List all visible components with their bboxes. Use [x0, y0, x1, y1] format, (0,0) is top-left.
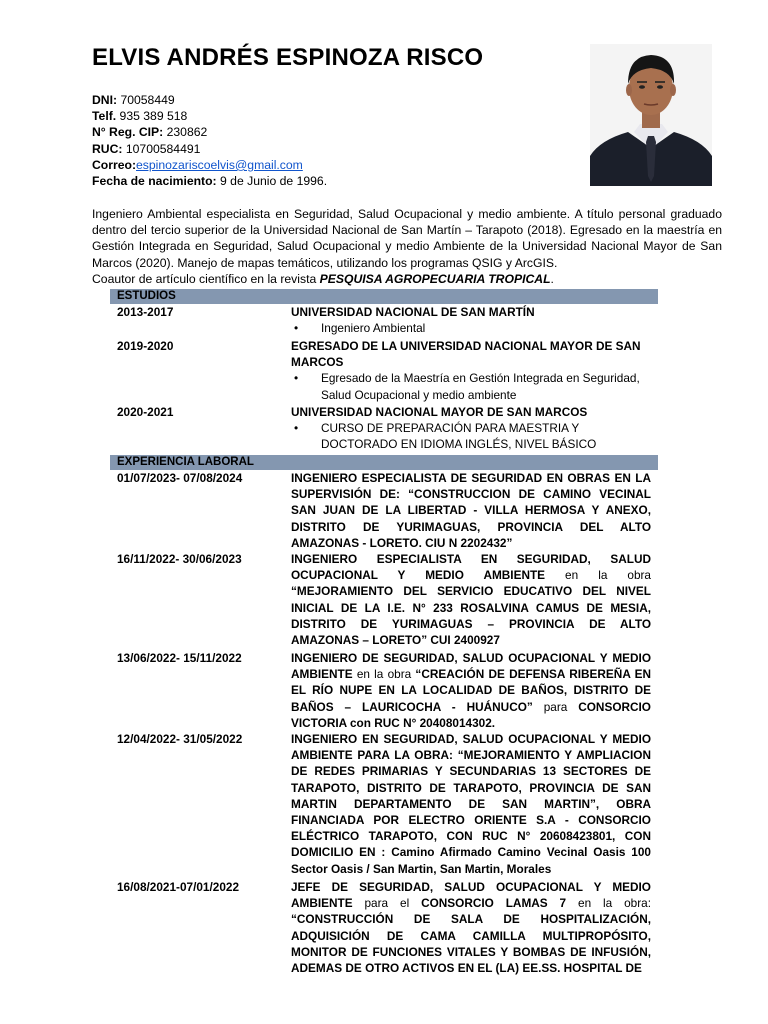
experience-project: “CREACIÓN DE DEFENSA RIBEREÑA EN EL RÍO NUPE EN LA LOCALIDAD DE BAÑOS, DISTRITO DE BAÑOS – LAURICOCHA - HUÁNUCO”	[291, 667, 652, 714]
summary-text: Ingeniero Ambiental especialista en Seguridad, Salud Ocupacional y medio ambiente. A título personal graduado dentro del tercio superior de la Universidad Nacional de San Martín – Tarapoto (2018). Egresado en la maestría en Gestión Integrada en Seguridad, Salud Ocupacional y medio Ambiente de la Universidad Nacional Mayor de San Marcos (2020). Manejo de mapas temáticos, utilizando los programas QSIG y ArcGIS.	[92, 207, 722, 270]
experience-client: CONSORCIO LAMAS 7	[421, 896, 567, 911]
experience-entry	[110, 551, 658, 648]
birthdate-value: 9 de Junio de 1996.	[216, 174, 328, 189]
estudio-body	[291, 338, 651, 403]
experience-description: INGENIERO ESPECIALISTA DE SEGURIDAD EN OBRAS EN LA SUPERVISIÓN DE: “CONSTRUCCION DE CAMINO VECINAL SAN JUAN DE LA LIBERTAD - VILLA HERMOSA Y ANEXO, DISTRITO DE YURIMAGUAS, PROVINCIA DEL ALTO AMAZONAS - LORETO. CIU N 2202432”	[291, 471, 651, 550]
estudio-entry	[110, 304, 658, 338]
birthdate-label: Fecha de nacimiento:	[92, 174, 217, 189]
estudio-title: EGRESADO DE LA UNIVERSIDAD NACIONAL MAYOR DE SAN MARCOS	[291, 339, 641, 370]
experience-role: INGENIERO ESPECIALISTA EN SEGURIDAD, SALUD OCUPACIONAL Y MEDIO AMBIENTE	[291, 552, 651, 583]
professional-summary	[92, 206, 722, 287]
estudio-entry	[110, 404, 658, 454]
estudio-bullet: • Egresado de la Maestría en Gestión Integrada en Seguridad, Salud Ocupacional y medio ambiente	[291, 370, 651, 402]
estudio-bullet: • Ingeniero Ambiental	[291, 320, 651, 336]
experience-project: “MEJORAMIENTO DEL SERVICIO EDUCATIVO DEL NIVEL INICIAL DE LA I.E. N° 233 ROSALVINA CAMUS DE MESIA, DISTRITO DE YURIMAGUAS – PROVINCIA DE ALTO AMAZONAS – LORETO” CUI 2400927	[291, 584, 651, 648]
experience-date: 16/08/2021-07/01/2022	[117, 880, 240, 894]
email-row	[92, 157, 327, 173]
estudio-date: 2019-2020	[117, 339, 174, 353]
cip-value: 230862	[163, 125, 208, 140]
experience-date: 01/07/2023- 07/08/2024	[117, 471, 243, 485]
phone-label: Telf.	[92, 109, 117, 124]
applicant-name: ELVIS ANDRÉS ESPINOZA RISCO	[92, 44, 484, 71]
experience-description: INGENIERO EN SEGURIDAD, SALUD OCUPACIONAL Y MEDIO AMBIENTE PARA LA OBRA: “MEJORAMIENTO Y AMPLIACION DE REDES PRIMARIAS Y SECUNDARIAS 13 SECTORES DE TARAPOTO, DISTRITO DE TARAPOTO, PROVINCIA DE SAN MARTIN DEPARTAMENTO DE SAN MARTIN”, OBRA FINANCIADA POR ELECTRO ORIENTE S.A - CONSORCIO ELÉCTRICO TARAPOTO, CON RUC N° 20608423801, CON DOMICILIO EN : Camino Afirmado Camino Vecinal Oasis 100 Sector Oasis / San Martin, San Martin, Morales	[291, 732, 651, 876]
estudio-body	[291, 404, 651, 453]
experience-connector: en la obra	[545, 568, 651, 583]
ruc-value: 10700584491	[122, 141, 201, 156]
email-link[interactable]: espinozariscoelvis@gmail.com	[136, 157, 303, 172]
experience-description	[291, 551, 651, 648]
ruc-label: RUC:	[92, 141, 123, 156]
coauthor-line	[92, 271, 722, 287]
estudio-entry	[110, 338, 658, 404]
experiencia-header: EXPERIENCIA LABORAL	[110, 455, 658, 470]
experience-date: 16/11/2022- 30/06/2023	[117, 552, 242, 566]
estudio-date: 2020-2021	[117, 405, 174, 419]
experience-project: “CONSTRUCCIÓN DE SALA DE HOSPITALIZACIÓN, ADQUISICIÓN DE CAMA CAMILLA MULTIPROPÓSITO, MONITOR DE FUNCIONES VITALES Y BOMBAS DE INFUSIÓN, ADEMAS DE OTRO ACTIVOS EN EL (LA) EE.SS. HOSPITAL DE	[291, 912, 651, 976]
experience-description	[291, 650, 651, 731]
estudios-header: ESTUDIOS	[110, 289, 658, 304]
profile-photo	[590, 44, 712, 186]
email-label: Correo:	[92, 157, 137, 172]
experience-role: JEFE DE SEGURIDAD, SALUD OCUPACIONAL Y MEDIO AMBIENTE	[291, 880, 651, 911]
experience-date: 12/04/2022- 31/05/2022	[117, 732, 243, 746]
estudio-date: 2013-2017	[117, 305, 174, 319]
dni-row	[92, 92, 327, 108]
estudio-title: UNIVERSIDAD NACIONAL MAYOR DE SAN MARCOS	[291, 405, 588, 419]
ruc-row	[92, 141, 327, 157]
experience-entry	[110, 470, 658, 550]
experience-connector: para el	[352, 896, 422, 911]
experience-date: 13/06/2022- 15/11/2022	[117, 651, 242, 665]
experience-connector: en la obra	[352, 667, 416, 682]
experience-client: CONSORCIO VICTORIA con RUC N° 20408014302.	[291, 699, 651, 730]
person-photo-icon	[590, 44, 712, 186]
experience-connector: para	[532, 699, 579, 714]
phone-row	[92, 108, 327, 124]
dni-value: 70058449	[117, 93, 175, 107]
cip-row	[92, 124, 327, 140]
estudio-title: UNIVERSIDAD NACIONAL DE SAN MARTÍN	[291, 305, 535, 319]
experience-description	[291, 879, 651, 976]
journal-name: PESQUISA AGROPECUARIA TROPICAL	[319, 271, 551, 286]
estudio-bullet: • CURSO DE PREPARACIÓN PARA MAESTRIA Y DOCTORADO EN IDIOMA INGLÉS, NIVEL BÁSICO	[291, 420, 651, 452]
experience-entry	[110, 879, 658, 979]
estudio-body	[291, 304, 651, 336]
contact-info	[92, 92, 327, 189]
birthdate-row	[92, 173, 327, 189]
coauthor-suffix: .	[550, 271, 554, 286]
coauthor-prefix: Coautor de artículo científico en la revista	[92, 271, 320, 286]
phone-value: 935 389 518	[116, 109, 188, 124]
experience-connector: en la obra:	[566, 896, 651, 911]
dni-label: DNI:	[92, 93, 118, 107]
experience-role: INGENIERO DE SEGURIDAD, SALUD OCUPACIONAL Y MEDIO AMBIENTE	[291, 651, 651, 682]
experience-entry	[110, 731, 658, 877]
experience-entry	[110, 650, 658, 730]
cip-label: N° Reg. CIP:	[92, 125, 164, 140]
